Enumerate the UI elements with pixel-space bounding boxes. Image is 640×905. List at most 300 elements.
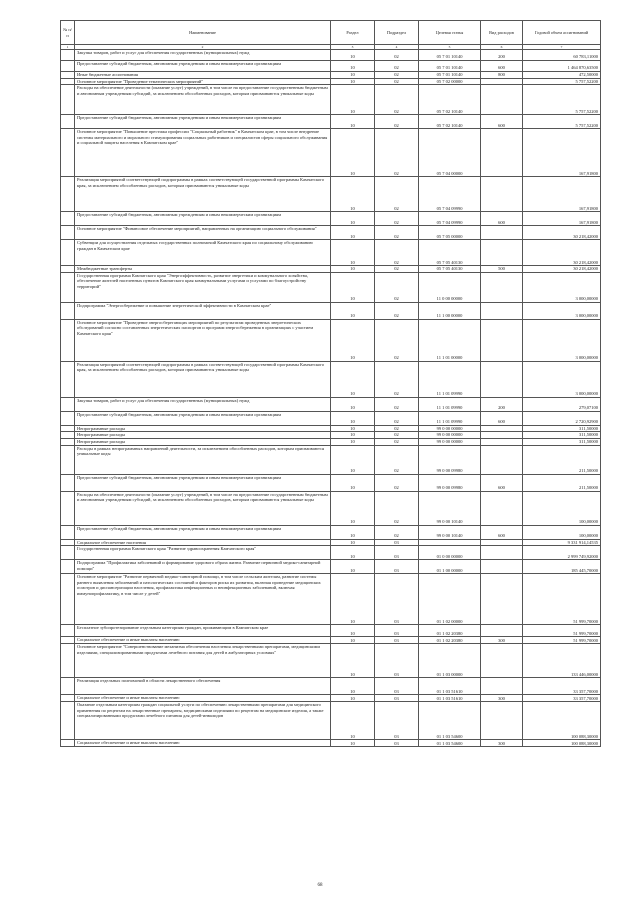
row-name-cell: Основное мероприятие "Проведение энергосберегающих мероприятий по результатам проведенных энергетических обследований согласно составленных энергетических паспортов и программ энергосбережения в организациях с участием Камчатского края" [75,319,331,361]
row-expense-type-cell: 600 [481,61,523,72]
row-podrazdel-cell: 03 [375,637,419,644]
row-amount-cell: 167,91800 [523,212,601,226]
row-number-cell [61,546,75,560]
row-amount-cell: 30 218,42000 [523,226,601,240]
row-amount-cell: 60 783,11000 [523,50,601,61]
row-razdel-cell: 10 [331,560,375,574]
row-podrazdel-cell: 02 [375,361,419,397]
row-name-cell: Основное мероприятие "Повышение престижа профессии "Социальный работник" в Камчатском крае, в том числе внедрение системы материального и морального стимулирования социальных работников и специалистов сферы социального обслуживания и социальной защиты населения в Камчатском крае" [75,129,331,177]
row-amount-cell: 2 720,92900 [523,411,601,425]
table-row [61,226,601,240]
row-number-cell [61,266,75,273]
row-amount-cell: 30 218,42000 [523,266,601,273]
row-expense-type-cell: 600 [481,474,523,491]
column-number: 1 [61,45,75,50]
row-name-cell: Непрограммные расходы [75,425,331,432]
row-number-cell [61,85,75,115]
row-amount-cell: 33 357,70000 [523,678,601,695]
row-podrazdel-cell: 02 [375,61,419,72]
column-number: 4 [375,45,419,50]
row-razdel-cell: 10 [331,212,375,226]
row-number-cell [61,78,75,85]
row-number-cell [61,438,75,445]
row-podrazdel-cell: 02 [375,411,419,425]
row-name-cell: Основное мероприятие "Совершенствование механизма обеспечения населения лекарственными препаратами, медицинскими изделиями, специализированными продуктами лечебного питания для детей в амбулаторных условиях" [75,644,331,678]
table-row [61,474,601,491]
row-razdel-cell: 10 [331,695,375,702]
row-amount-cell: 2 999 749,92000 [523,546,601,560]
row-target-article-cell: 05 7 04 09990 [419,177,481,212]
row-razdel-cell: 10 [331,61,375,72]
row-podrazdel-cell: 02 [375,302,419,319]
row-target-article-cell: 05 7 05 00000 [419,226,481,240]
row-expense-type-cell [481,226,523,240]
row-expense-type-cell: 200 [481,50,523,61]
row-podrazdel-cell: 03 [375,695,419,702]
row-number-cell [61,637,75,644]
row-podrazdel-cell: 02 [375,491,419,525]
row-target-article-cell: 05 7 02 10140 [419,115,481,129]
row-razdel-cell: 10 [331,644,375,678]
budget-table-page [60,20,600,747]
table-row [61,625,601,637]
budget-table [60,20,601,747]
row-amount-cell: 5 757,52200 [523,115,601,129]
table-row [61,212,601,226]
row-podrazdel-cell: 02 [375,72,419,79]
row-name-cell: Предоставление субсидий бюджетным, автономным учреждениям и иным некоммерческим организациям [75,212,331,226]
row-amount-cell: 167,91800 [523,177,601,212]
row-target-article-cell: 01 1 03 51610 [419,695,481,702]
row-amount-cell: 211,50000 [523,474,601,491]
row-razdel-cell: 10 [331,361,375,397]
row-podrazdel-cell: 03 [375,574,419,625]
table-row [61,72,601,79]
row-name-cell: Расходы на обеспечение деятельности (оказание услуг) учреждений, в том числе на предоставление государственным бюджетным и автономным учреждениям субсидий, за исключением обособленных расходов, которым присваиваются уникальные коды [75,491,331,525]
row-podrazdel-cell: 03 [375,740,419,747]
row-razdel-cell: 10 [331,678,375,695]
row-target-article-cell: 99 0 00 09980 [419,445,481,474]
row-target-article-cell: 01 1 02 20380 [419,625,481,637]
row-target-article-cell: 01 1 02 20380 [419,637,481,644]
row-razdel-cell: 10 [331,702,375,740]
row-number-cell [61,226,75,240]
row-expense-type-cell: 300 [481,695,523,702]
row-expense-type-cell [481,625,523,637]
header-target-article: Целевая статья [419,21,481,45]
row-name-cell: Расходы в рамках непрограммных направлений деятельности, за исключением обособленных расходов, которым присваиваются уникальные коды [75,445,331,474]
row-razdel-cell: 10 [331,411,375,425]
table-row [61,302,601,319]
table-row [61,85,601,115]
row-expense-type-cell [481,425,523,432]
row-name-cell: Основное мероприятие "Финансовое обеспечение мероприятий, направленных на организацию социального обслуживания" [75,226,331,240]
row-razdel-cell: 10 [331,474,375,491]
table-row [61,525,601,539]
row-expense-type-cell: 300 [481,740,523,747]
row-name-cell: Социальное обеспечение и иные выплаты населению [75,740,331,747]
table-row [61,129,601,177]
row-podrazdel-cell: 02 [375,438,419,445]
row-expense-type-cell [481,272,523,302]
row-name-cell: Предоставление субсидий бюджетным, автономным учреждениям и иным некоммерческим организациям [75,525,331,539]
row-number-cell [61,50,75,61]
row-expense-type-cell [481,85,523,115]
row-name-cell: Расходы на обеспечение деятельности (оказание услуг) учреждений, в том числе на предоставление государственным бюджетным и автономным учреждениям субсидий, за исключением обособленных расходов, которым присваиваются уникальные коды [75,85,331,115]
table-row [61,177,601,212]
row-name-cell: Основное мероприятие "Проведение тематических мероприятий" [75,78,331,85]
row-target-article-cell: 05 7 05 40130 [419,266,481,273]
row-expense-type-cell: 500 [481,266,523,273]
row-podrazdel-cell: 03 [375,678,419,695]
table-row [61,319,601,361]
column-number: 2 [75,45,331,50]
row-podrazdel-cell: 02 [375,425,419,432]
row-razdel-cell: 10 [331,115,375,129]
row-target-article-cell: 11 1 01 00000 [419,319,481,361]
table-row [61,445,601,474]
row-number-cell [61,574,75,625]
row-number-cell [61,644,75,678]
row-target-article-cell: 01 1 03 51610 [419,678,481,695]
row-amount-cell: 3 000,00000 [523,361,601,397]
row-podrazdel-cell: 02 [375,319,419,361]
row-podrazdel-cell: 02 [375,474,419,491]
row-expense-type-cell: 200 [481,397,523,411]
row-target-article-cell: 01 1 02 00000 [419,574,481,625]
row-name-cell: Непрограммные расходы [75,438,331,445]
row-razdel-cell: 10 [331,625,375,637]
row-podrazdel-cell: 02 [375,432,419,439]
column-number: 7 [523,45,601,50]
header-expense-type: Вид расходов [481,21,523,45]
row-target-article-cell: 05 7 01 10140 [419,72,481,79]
row-amount-cell: 311,50000 [523,438,601,445]
table-row [61,78,601,85]
row-expense-type-cell [481,445,523,474]
row-name-cell: Предоставление субсидий бюджетным, автономным учреждениям и иным некоммерческим организациям [75,115,331,129]
row-podrazdel-cell: 02 [375,78,419,85]
row-name-cell: Иные бюджетные ассигнования [75,72,331,79]
row-name-cell: Социальное обеспечение и иные выплаты населению [75,695,331,702]
row-podrazdel-cell: 02 [375,212,419,226]
row-name-cell: Основное мероприятие "Развитие первичной медико-санитарной помощи, в том числе сельским жителям, развитие системы раннего выявления заболеваний и патологических состояний и факторов риска их развития, включая проведение медицинских осмотров и диспансеризации населения, профилактика инфекционных и неинфекционных заболеваний, включая иммунопрофилактику, в том числе у детей" [75,574,331,625]
row-target-article-cell: 11 1 01 09990 [419,361,481,397]
row-expense-type-cell [481,546,523,560]
table-row [61,695,601,702]
row-number-cell [61,361,75,397]
row-expense-type-cell: 600 [481,115,523,129]
row-expense-type-cell [481,678,523,695]
row-number-cell [61,319,75,361]
row-expense-type-cell [481,240,523,266]
row-amount-cell: 100 088,30000 [523,740,601,747]
table-row [61,361,601,397]
row-name-cell: Предоставление субсидий бюджетным, автономным учреждениям и иным некоммерческим организациям [75,411,331,425]
row-expense-type-cell [481,644,523,678]
row-name-cell: Реализация мероприятий соответствующей подпрограммы в рамках соответствующей государственной программы Камчатского края, за исключением обособленных расходов, которым присваиваются уникальные коды [75,361,331,397]
row-name-cell: Закупка товаров, работ и услуг для обеспечения государственных (муниципальных) нужд [75,50,331,61]
row-razdel-cell: 10 [331,539,375,546]
row-number-cell [61,212,75,226]
row-podrazdel-cell: 02 [375,50,419,61]
row-expense-type-cell [481,129,523,177]
row-razdel-cell: 10 [331,50,375,61]
row-amount-cell: 167,91800 [523,129,601,177]
row-razdel-cell: 10 [331,438,375,445]
row-name-cell: Закупка товаров, работ и услуг для обеспечения государственных (муниципальных) нужд [75,397,331,411]
row-number-cell [61,272,75,302]
table-header-row [61,21,601,45]
row-target-article-cell: 05 7 01 10140 [419,50,481,61]
row-number-cell [61,740,75,747]
row-razdel-cell: 10 [331,637,375,644]
table-row [61,432,601,439]
row-razdel-cell: 10 [331,240,375,266]
table-row [61,637,601,644]
table-row [61,546,601,560]
row-name-cell: Социальное обеспечение и иные выплаты населению [75,637,331,644]
row-podrazdel-cell: 02 [375,177,419,212]
row-amount-cell: 133 446,00000 [523,644,601,678]
row-target-article-cell: 99 0 00 00000 [419,432,481,439]
row-number-cell [61,72,75,79]
row-number-cell [61,397,75,411]
page-number: 68 [317,883,323,888]
row-podrazdel-cell: 03 [375,625,419,637]
row-target-article-cell: 99 0 00 09980 [419,474,481,491]
row-expense-type-cell [481,539,523,546]
row-amount-cell: 3 000,00000 [523,302,601,319]
row-target-article-cell: 05 7 02 00000 [419,78,481,85]
row-number-cell [61,129,75,177]
row-number-cell [61,539,75,546]
row-expense-type-cell [481,319,523,361]
row-number-cell [61,491,75,525]
row-amount-cell: 100 088,30000 [523,702,601,740]
table-row [61,574,601,625]
table-row [61,539,601,546]
row-podrazdel-cell: 03 [375,702,419,740]
row-expense-type-cell [481,702,523,740]
table-row [61,115,601,129]
row-razdel-cell: 10 [331,574,375,625]
row-number-cell [61,445,75,474]
row-expense-type-cell: 800 [481,72,523,79]
table-row [61,272,601,302]
row-razdel-cell: 10 [331,272,375,302]
row-amount-cell: 1 464 870,63500 [523,61,601,72]
row-expense-type-cell: 600 [481,411,523,425]
table-row [61,678,601,695]
row-expense-type-cell [481,438,523,445]
header-podrazdel: Подраздел [375,21,419,45]
row-target-article-cell [419,539,481,546]
row-target-article-cell: 11 1 01 09990 [419,411,481,425]
row-podrazdel-cell: 02 [375,85,419,115]
row-razdel-cell: 10 [331,85,375,115]
row-amount-cell: 100,00000 [523,525,601,539]
row-name-cell: Субвенции для осуществления отдельных государственных полномочий Камчатского края по социальному обслуживанию граждан в Камчатском крае [75,240,331,266]
table-row [61,411,601,425]
row-number-cell [61,560,75,574]
row-target-article-cell: 05 7 04 00000 [419,129,481,177]
row-target-article-cell: 01 1 03 54600 [419,702,481,740]
table-row [61,61,601,72]
row-target-article-cell: 01 1 03 54600 [419,740,481,747]
row-target-article-cell: 01 1 03 00000 [419,644,481,678]
row-razdel-cell: 10 [331,445,375,474]
row-podrazdel-cell: 03 [375,546,419,560]
row-amount-cell: 211,50000 [523,445,601,474]
table-row [61,240,601,266]
table-row [61,644,601,678]
row-podrazdel-cell: 02 [375,129,419,177]
row-name-cell: Оказание отдельным категориям граждан социальной услуги по обеспечению лекарственными препаратами для медицинского применения по рецептам на лекарственные препараты, медицинскими изделиями по рецептам на медицинские изделия, а также специализированными продуктами лечебного питания для детей-инвалидов [75,702,331,740]
row-expense-type-cell [481,432,523,439]
row-name-cell: Социальное обеспечение населения [75,539,331,546]
table-row [61,438,601,445]
row-razdel-cell: 10 [331,525,375,539]
header-name: Наименование [75,21,331,45]
header-number: № п/п [61,21,75,45]
row-podrazdel-cell: 02 [375,115,419,129]
row-number-cell [61,302,75,319]
row-number-cell [61,678,75,695]
row-number-cell [61,240,75,266]
row-amount-cell: 3 000,00000 [523,272,601,302]
row-target-article-cell: 05 7 01 10140 [419,61,481,72]
row-razdel-cell: 10 [331,226,375,240]
row-podrazdel-cell: 03 [375,539,419,546]
row-amount-cell: 51 999,70000 [523,637,601,644]
row-podrazdel-cell: 02 [375,266,419,273]
row-target-article-cell: 99 0 00 00000 [419,438,481,445]
row-expense-type-cell [481,574,523,625]
row-amount-cell: 51 999,70000 [523,625,601,637]
row-target-article-cell: 11 1 01 09990 [419,397,481,411]
row-expense-type-cell [481,177,523,212]
row-amount-cell: 9 331 914,14535 [523,539,601,546]
row-amount-cell: 311,50000 [523,425,601,432]
row-target-article-cell: 05 7 04 09990 [419,212,481,226]
row-target-article-cell: 11 1 00 00000 [419,302,481,319]
row-name-cell: Реализация мероприятий соответствующей подпрограммы в рамках соответствующей государственной программы Камчатского края, за исключением обособленных расходов, которым присваиваются уникальные коды [75,177,331,212]
table-row [61,491,601,525]
column-number: 6 [481,45,523,50]
row-number-cell [61,474,75,491]
row-razdel-cell: 10 [331,177,375,212]
row-number-cell [61,115,75,129]
row-amount-cell: 33 357,70000 [523,695,601,702]
row-razdel-cell: 10 [331,740,375,747]
table-row [61,740,601,747]
row-razdel-cell: 10 [331,78,375,85]
table-row [61,266,601,273]
row-target-article-cell: 01 0 00 00000 [419,546,481,560]
row-amount-cell: 3 000,00000 [523,319,601,361]
row-name-cell: Непрограммные расходы [75,432,331,439]
row-number-cell [61,625,75,637]
row-expense-type-cell: 300 [481,637,523,644]
row-amount-cell: 5 757,52200 [523,85,601,115]
row-expense-type-cell [481,491,523,525]
row-name-cell: Предоставление субсидий бюджетным, автономным учреждениям и иным некоммерческим организациям [75,61,331,72]
row-number-cell [61,432,75,439]
row-name-cell: Государственная программа Камчатского края "Развитие здравоохранения Камчатского края" [75,546,331,560]
row-amount-cell: 51 999,70000 [523,574,601,625]
row-expense-type-cell [481,560,523,574]
row-target-article-cell: 01 1 00 00000 [419,560,481,574]
row-amount-cell: 279,07100 [523,397,601,411]
row-target-article-cell: 99 0 00 00000 [419,425,481,432]
header-razdel: Раздел [331,21,375,45]
row-podrazdel-cell: 02 [375,525,419,539]
row-amount-cell: 5 757,52200 [523,78,601,85]
row-name-cell: Подпрограмма "Энергосбережение и повышение энергетической эффективности в Камчатском крае" [75,302,331,319]
row-razdel-cell: 10 [331,302,375,319]
row-target-article-cell: 99 0 00 10140 [419,491,481,525]
row-number-cell [61,425,75,432]
row-name-cell: Межбюджетные трансферты [75,266,331,273]
row-expense-type-cell: 600 [481,212,523,226]
row-razdel-cell: 10 [331,266,375,273]
row-expense-type-cell [481,78,523,85]
row-number-cell [61,177,75,212]
row-amount-cell: 472,50000 [523,72,601,79]
row-target-article-cell: 05 7 05 40130 [419,240,481,266]
table-row [61,397,601,411]
row-podrazdel-cell: 02 [375,445,419,474]
column-number: 5 [419,45,481,50]
row-expense-type-cell: 600 [481,525,523,539]
row-razdel-cell: 10 [331,425,375,432]
row-number-cell [61,61,75,72]
row-target-article-cell: 05 7 02 10140 [419,85,481,115]
row-razdel-cell: 10 [331,72,375,79]
table-row [61,702,601,740]
table-row [61,425,601,432]
row-name-cell: Подпрограмма "Профилактика заболеваний и формирование здорового образа жизни. Развитие первичной медико-санитарной помощи" [75,560,331,574]
row-razdel-cell: 10 [331,491,375,525]
row-number-cell [61,411,75,425]
row-razdel-cell: 10 [331,319,375,361]
row-amount-cell: 185 445,70000 [523,560,601,574]
row-razdel-cell: 10 [331,432,375,439]
row-name-cell: Реализация отдельных полномочий в области лекарственного обеспечения [75,678,331,695]
row-razdel-cell: 10 [331,129,375,177]
row-name-cell: Бесплатное зубопротезирование отдельным категориям граждан, проживающим в Камчатском крае [75,625,331,637]
row-podrazdel-cell: 02 [375,272,419,302]
row-razdel-cell: 10 [331,546,375,560]
row-name-cell: Государственная программа Камчатского края "Энергоэффективность, развитие энергетики и коммунального хозяйства, обеспечение жителей населенных пунктов Камчатского края коммунальными услугами и услугами по благоустройству территорий" [75,272,331,302]
row-target-article-cell: 11 0 00 00000 [419,272,481,302]
row-number-cell [61,702,75,740]
row-number-cell [61,525,75,539]
row-expense-type-cell [481,302,523,319]
row-podrazdel-cell: 03 [375,644,419,678]
table-row [61,50,601,61]
row-razdel-cell: 10 [331,397,375,411]
row-podrazdel-cell: 02 [375,397,419,411]
row-target-article-cell: 99 0 00 10140 [419,525,481,539]
row-number-cell [61,695,75,702]
row-podrazdel-cell: 03 [375,560,419,574]
row-amount-cell: 30 218,42000 [523,240,601,266]
header-annual-amount: Годовой объем ассигнований [523,21,601,45]
row-amount-cell: 100,00000 [523,491,601,525]
row-name-cell: Предоставление субсидий бюджетным, автономным учреждениям и иным некоммерческим организациям [75,474,331,491]
